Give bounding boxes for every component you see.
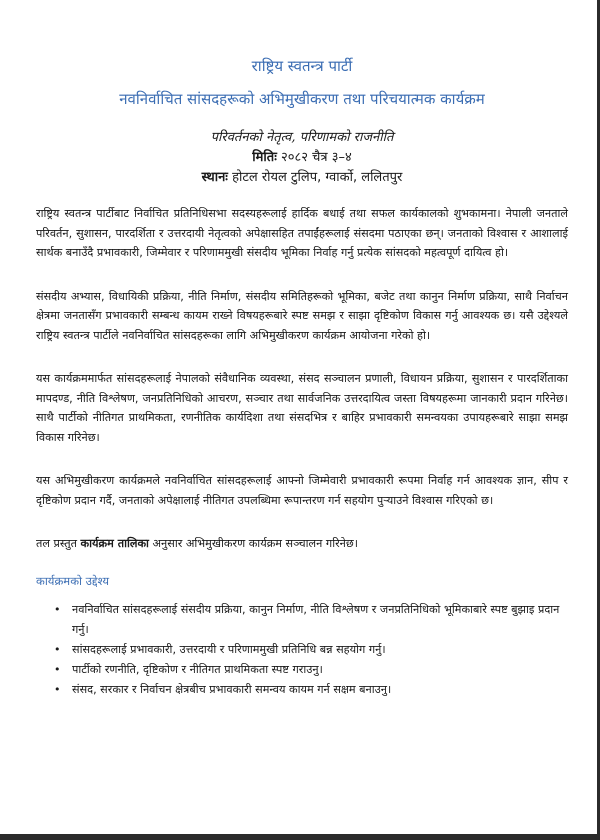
intro-paragraph: राष्ट्रिय स्वतन्त्र पार्टीबाट निर्वाचित प्रतिनिधिसभा सदस्यहरूलाई हार्दिक बधाई तथा सफल कार्यकालको शुभकामना। नेपाली जनताले परिवर्तन, सुशासन, पारदर्शिता र उत्तरदायी नेतृत्वको अपेक्षासहित तपाईंहरूलाई संसदमा पठाएका छन्। जनताको विश्वास र आशालाई सार्थक बनाउँदै प्रभावकारी, जिम्मेवार र परिणाममुखी संसदीय भूमिका निर्वाह गर्नु प्रत्येक सांसदको महत्वपूर्ण दायित्व हो। [36,207,568,259]
tagline: परिवर्तनको नेतृत्व, परिणामको राजनीति [210,130,394,145]
page-content [36,56,568,700]
bullet-icon: • [54,602,61,616]
venue-value: होटल रोयल टुलिप, ग्वार्को, ललितपुर [227,170,403,185]
objective-text: पार्टीको रणनीति, दृष्टिकोण र नीतिगत प्राथमिकता स्पष्ट गराउनु। [72,662,323,676]
date-label: मितिः [252,150,277,165]
objective-item [54,660,568,680]
outcome-paragraph: यस अभिमुखीकरण कार्यक्रमले नवनिर्वाचित सांसदहरूलाई आफ्नो जिम्मेवारी प्रभावकारी रूपमा निर्वाह गर्न आवश्यक ज्ञान, सीप र दृष्टिकोण प्रदान गर्दै, जनताको अपेक्षालाई नीतिगत उपलब्धिमा रूपान्तरण गर्न सहयोग पुर्‍याउने विश्वास गरिएको छ। [36,474,568,507]
objective-item [54,640,568,660]
schedule-suffix: अनुसार अभिमुखीकरण कार्यक्रम सञ्चालन गरिनेछ। [148,537,358,550]
objective-text: सांसदहरूलाई प्रभावकारी, उत्तरदायी र परिणाममुखी प्रतिनिधि बन्न सहयोग गर्नु। [72,642,386,656]
objective-item [54,600,568,640]
schedule-prefix: तल प्रस्तुत [36,537,81,550]
purpose-paragraph: संसदीय अभ्यास, विधायिकी प्रक्रिया, नीति निर्माण, संसदीय समितिहरूको भूमिका, बजेट तथा कानुन निर्माण प्रक्रिया, साथै निर्वाचन क्षेत्रमा जनतासँग प्रभावकारी सम्बन्ध कायम राख्ने विषयहरूबारे स्पष्ट समझ र साझा दृष्टिकोण विकास गर्नु आवश्यक छ। यसै उद्देश्यले राष्ट्रिय स्वतन्त्र पार्टीले नवनिर्वाचित सांसदहरूका लागि अभिमुखीकरण कार्यक्रम आयोजना गरेको हो। [36,289,568,342]
objectives-list [36,600,568,700]
venue-line [36,169,568,187]
objective-text: संसद, सरकार र निर्वाचन क्षेत्रबीच प्रभावकारी समन्वय कायम गर्न सक्षम बनाउनु। [72,682,392,696]
date-value: २०८२ चैत्र ३–४ [276,150,352,165]
schedule-highlight: कार्यक्रम तालिका [80,537,149,550]
content-paragraph: यस कार्यक्रममार्फत सांसदहरूलाई नेपालको संवैधानिक व्यवस्था, संसद सञ्चालन प्रणाली, विधायन प्रक्रिया, सुशासन र पारदर्शिताका मापदण्ड, नीति विश्लेषण, जनप्रतिनिधिको आचरण, सञ्चार तथा सार्वजनिक उत्तरदायित्व जस्ता विषयहरूमा जानकारी प्रदान गरिनेछ। साथै पार्टीको नीतिगत प्राथमिकता, रणनीतिक कार्यदिशा तथा संसदभित्र र बाहिर प्रभावकारी समन्वयका उपायहरूबारे साझा समझ विकास गरिनेछ। [36,372,568,444]
bullet-icon: • [54,682,61,696]
venue-label: स्थानः [201,170,228,185]
objective-item [54,680,568,700]
page-edge-bottom [0,834,600,840]
party-name: राष्ट्रिय स्वतन्त्र पार्टी [251,57,353,75]
objectives-heading: कार्यक्रमको उद्देश्य [36,573,110,588]
bullet-icon: • [54,642,61,656]
objective-text: नवनिर्वाचित सांसदहरूलाई संसदीय प्रक्रिया, कानुन निर्माण, नीति विश्लेषण र जनप्रतिनिधिको भूमिकाबारे स्पष्ट बुझाइ प्रदान गर्नु। [72,602,560,636]
bullet-icon: • [54,662,61,676]
date-line [36,149,568,167]
schedule-reference-paragraph [36,534,568,554]
program-title: नवनिर्वाचित सांसदहरूको अभिमुखीकरण तथा परिचयात्मक कार्यक्रम [119,90,485,108]
